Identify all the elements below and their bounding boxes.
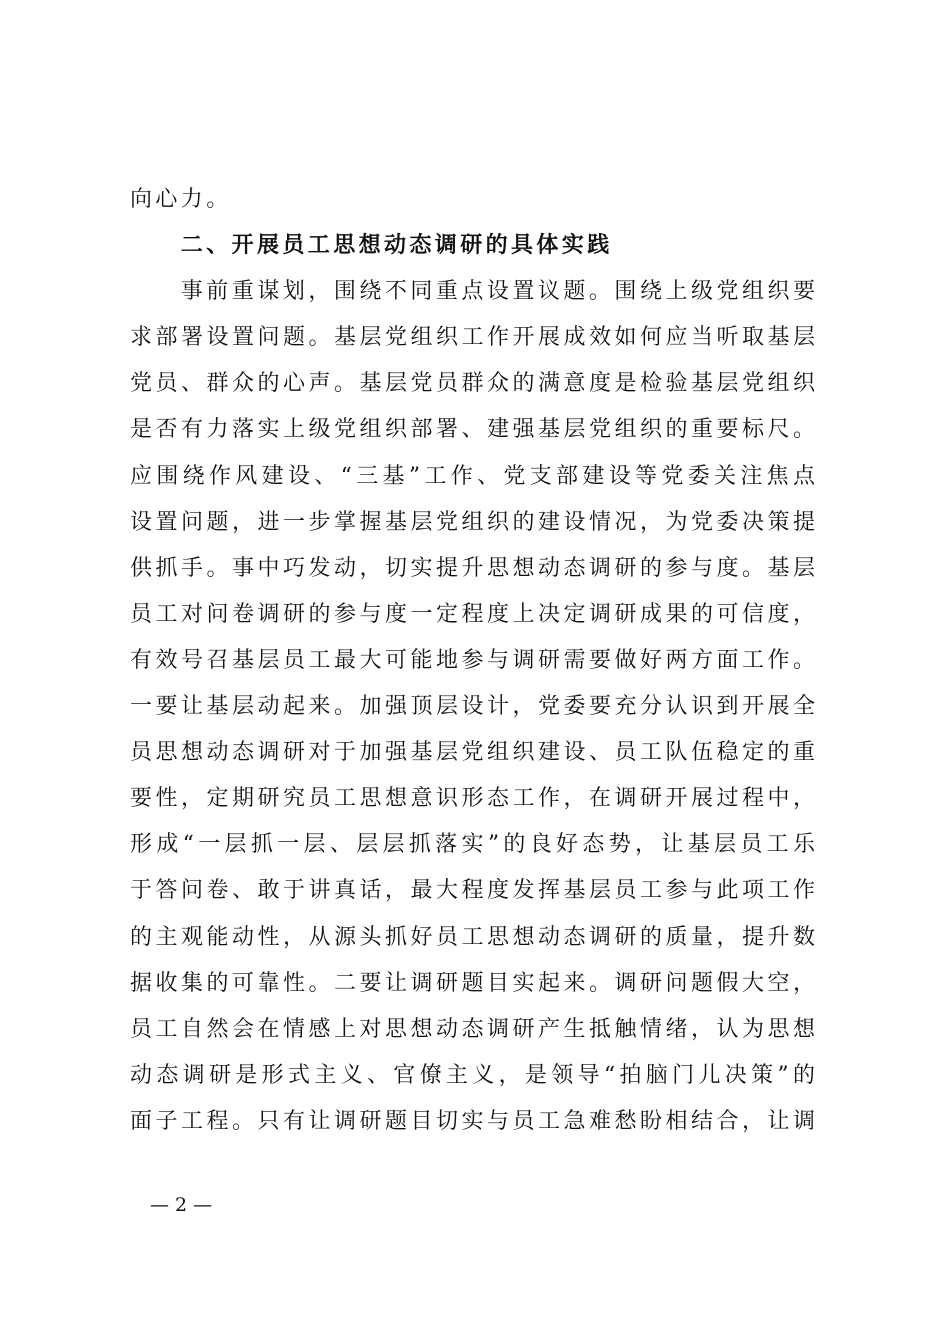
paragraph-line: 有效号召基层员工最大可能地参与调研需要做好两方面工作。 — [130, 647, 815, 673]
document-body — [130, 177, 815, 1145]
paragraph-line: 要性，定期研究员工思想意识形态工作，在调研开展过程中， — [130, 786, 815, 812]
paragraph-line: 据收集的可靠性。二要让调研题目实起来。调研问题假大空， — [130, 970, 815, 996]
paragraph-line: 于答问卷、敢于讲真话，最大程度发挥基层员工参与此项工作 — [130, 878, 815, 904]
paragraph-line: 设置问题，进一步掌握基层党组织的建设情况，为党委决策提 — [130, 509, 815, 535]
paragraph-line: 一要让基层动起来。加强顶层设计，党委要充分认识到开展全 — [130, 694, 815, 720]
paragraph-line: 是否有力落实上级党组织部署、建强基层党组织的重要标尺。 — [130, 417, 815, 443]
paragraph-line: 供抓手。事中巧发动，切实提升思想动态调研的参与度。基层 — [130, 555, 815, 581]
paragraph-line: 求部署设置问题。基层党组织工作开展成效如何应当听取基层 — [130, 325, 815, 351]
section-heading: 二、开展员工思想动态调研的具体实践 — [180, 233, 613, 259]
paragraph-line: 的主观能动性，从源头抓好员工思想动态调研的质量，提升数 — [130, 924, 815, 950]
paragraph-line: 员工自然会在情感上对思想动态调研产生抵触情绪，认为思想 — [130, 1016, 815, 1042]
paragraph-line: 形成“一层抓一层、层层抓落实”的良好态势，让基层员工乐 — [130, 832, 815, 858]
continuation-line: 向心力。 — [130, 187, 232, 212]
paragraph-line: 应围绕作风建设、“三基”工作、党支部建设等党委关注焦点 — [130, 463, 815, 489]
paragraph-line: 党员、群众的心声。基层党员群众的满意度是检验基层党组织 — [130, 371, 815, 397]
paragraph-line: 员工对问卷调研的参与度一定程度上决定调研成果的可信度， — [130, 601, 815, 627]
paragraph-line: 动态调研是形式主义、官僚主义，是领导“拍脑门儿决策”的 — [130, 1062, 815, 1088]
paragraph-line: 事前重谋划，围绕不同重点设置议题。围绕上级党组织要 — [180, 279, 815, 305]
paragraph-line: 员思想动态调研对于加强基层党组织建设、员工队伍稳定的重 — [130, 740, 815, 766]
body-paragraph — [130, 269, 815, 1145]
paragraph-line: 面子工程。只有让调研题目切实与员工急难愁盼相结合，让调 — [130, 1108, 815, 1134]
page-number: — 2 — — [150, 1194, 213, 1216]
